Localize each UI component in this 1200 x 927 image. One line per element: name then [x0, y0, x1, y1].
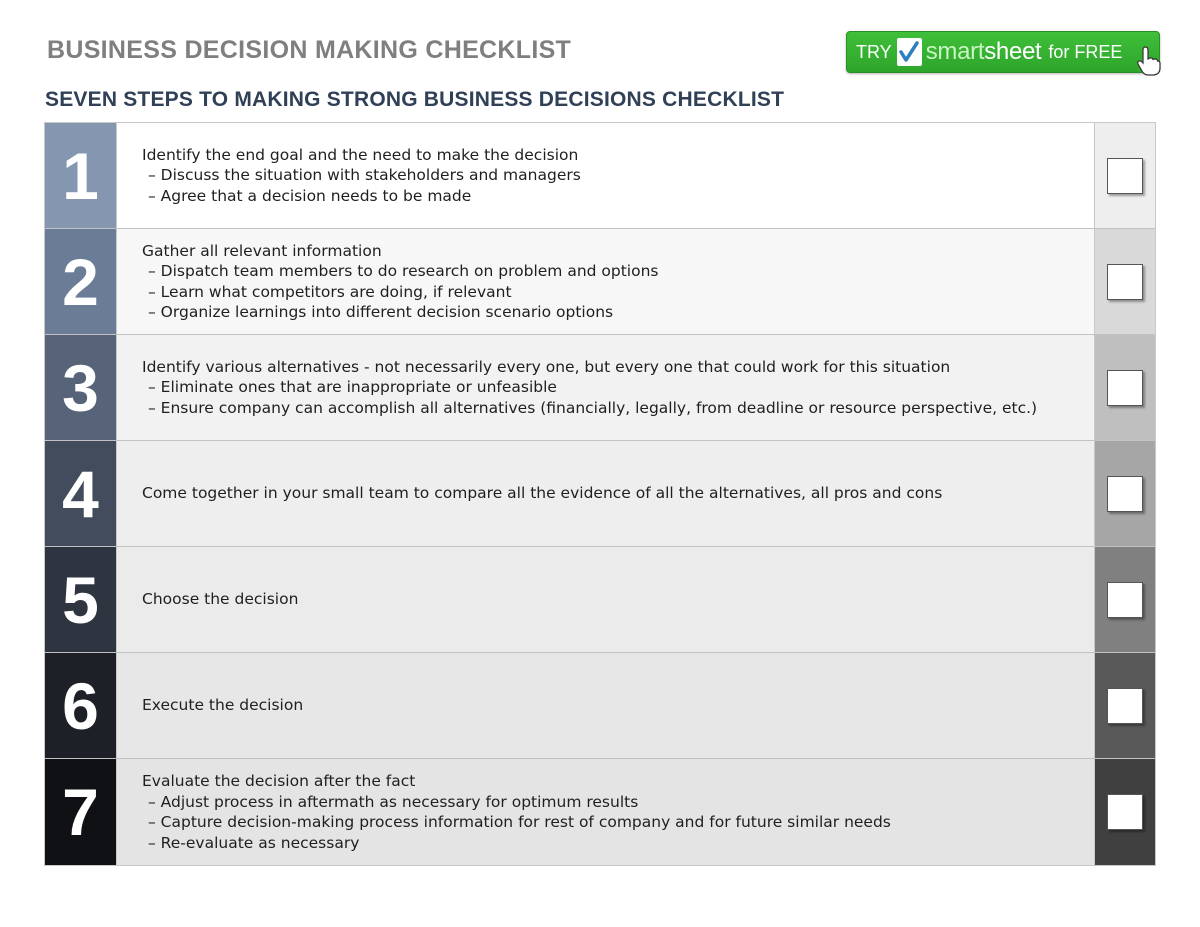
step-sub-item: – Organize learnings into different decision scenario options [148, 303, 614, 321]
step-main-text: Execute the decision [142, 696, 304, 715]
step-number: 1 [45, 123, 116, 228]
step-number: 7 [45, 759, 116, 865]
try-label: TRY [856, 41, 892, 62]
checkbox-cell [1095, 441, 1155, 546]
step-checkbox[interactable] [1107, 370, 1143, 406]
step-description [116, 123, 1095, 228]
step-checkbox[interactable] [1107, 582, 1143, 618]
step-description [116, 653, 1095, 758]
checklist-row-5 [45, 547, 1155, 653]
page-title: BUSINESS DECISION MAKING CHECKLIST [47, 36, 572, 64]
checkbox-cell [1095, 759, 1155, 865]
step-number: 5 [45, 547, 116, 652]
checklist-row-3 [45, 335, 1155, 441]
checklist-row-1 [45, 123, 1155, 229]
step-sub-item: – Ensure company can accomplish all alternatives (financially, legally, from deadline or resource perspective, etc.) [148, 398, 1038, 417]
step-description [116, 229, 1095, 334]
step-description [116, 547, 1095, 652]
step-main-text: Identify various alternatives - not necessarily every one, but every one that could work for this situation [142, 357, 951, 376]
step-sub-item: – Capture decision-making process information for rest of company and for future similar needs [148, 813, 891, 831]
try-smartsheet-button[interactable] [846, 31, 1160, 73]
step-checkbox[interactable] [1107, 476, 1143, 512]
checkbox-cell [1095, 229, 1155, 334]
checklist-row-4 [45, 441, 1155, 547]
step-main-text: Identify the end goal and the need to make the decision [142, 145, 579, 164]
checkbox-cell [1095, 547, 1155, 652]
step-sub-item: – Re-evaluate as necessary [148, 833, 360, 852]
step-sub-item: – Discuss the situation with stakeholders and managers [148, 166, 581, 185]
step-sub-item: – Agree that a decision needs to be made [148, 186, 472, 205]
step-sub-item: – Eliminate ones that are inappropriate or unfeasible [148, 378, 557, 397]
step-description [116, 759, 1095, 865]
checklist-row-2 [45, 229, 1155, 335]
step-checkbox[interactable] [1107, 158, 1143, 194]
step-sub-item: – Learn what competitors are doing, if relevant [148, 282, 512, 301]
step-number: 6 [45, 653, 116, 758]
step-checkbox[interactable] [1107, 688, 1143, 724]
step-main-text: Come together in your small team to compare all the evidence of all the alternatives, all pros and cons [142, 484, 943, 503]
step-number: 3 [45, 335, 116, 440]
checkbox-cell [1095, 335, 1155, 440]
step-checkbox[interactable] [1107, 794, 1143, 830]
smartsheet-logo-text: smartsheet [925, 38, 1042, 65]
for-free-label: for FREE [1048, 41, 1123, 62]
checkbox-cell [1095, 653, 1155, 758]
checklist-table [44, 122, 1156, 866]
step-sub-item: – Adjust process in aftermath as necessary for optimum results [148, 792, 639, 811]
checklist-row-7 [45, 759, 1155, 865]
step-description [116, 441, 1095, 546]
pointer-hand-icon [1135, 46, 1161, 81]
checklist-row-6 [45, 653, 1155, 759]
step-main-text: Gather all relevant information [142, 241, 382, 260]
step-checkbox[interactable] [1107, 264, 1143, 300]
step-main-text: Choose the decision [142, 590, 299, 609]
smartsheet-check-icon [897, 38, 922, 66]
checklist-subtitle: SEVEN STEPS TO MAKING STRONG BUSINESS DECISIONS CHECKLIST [45, 88, 785, 111]
step-number: 4 [45, 441, 116, 546]
step-number: 2 [45, 229, 116, 334]
step-description [116, 335, 1095, 440]
checkbox-cell [1095, 123, 1155, 228]
step-main-text: Evaluate the decision after the fact [142, 772, 416, 790]
step-sub-item: – Dispatch team members to do research on problem and options [148, 262, 659, 280]
